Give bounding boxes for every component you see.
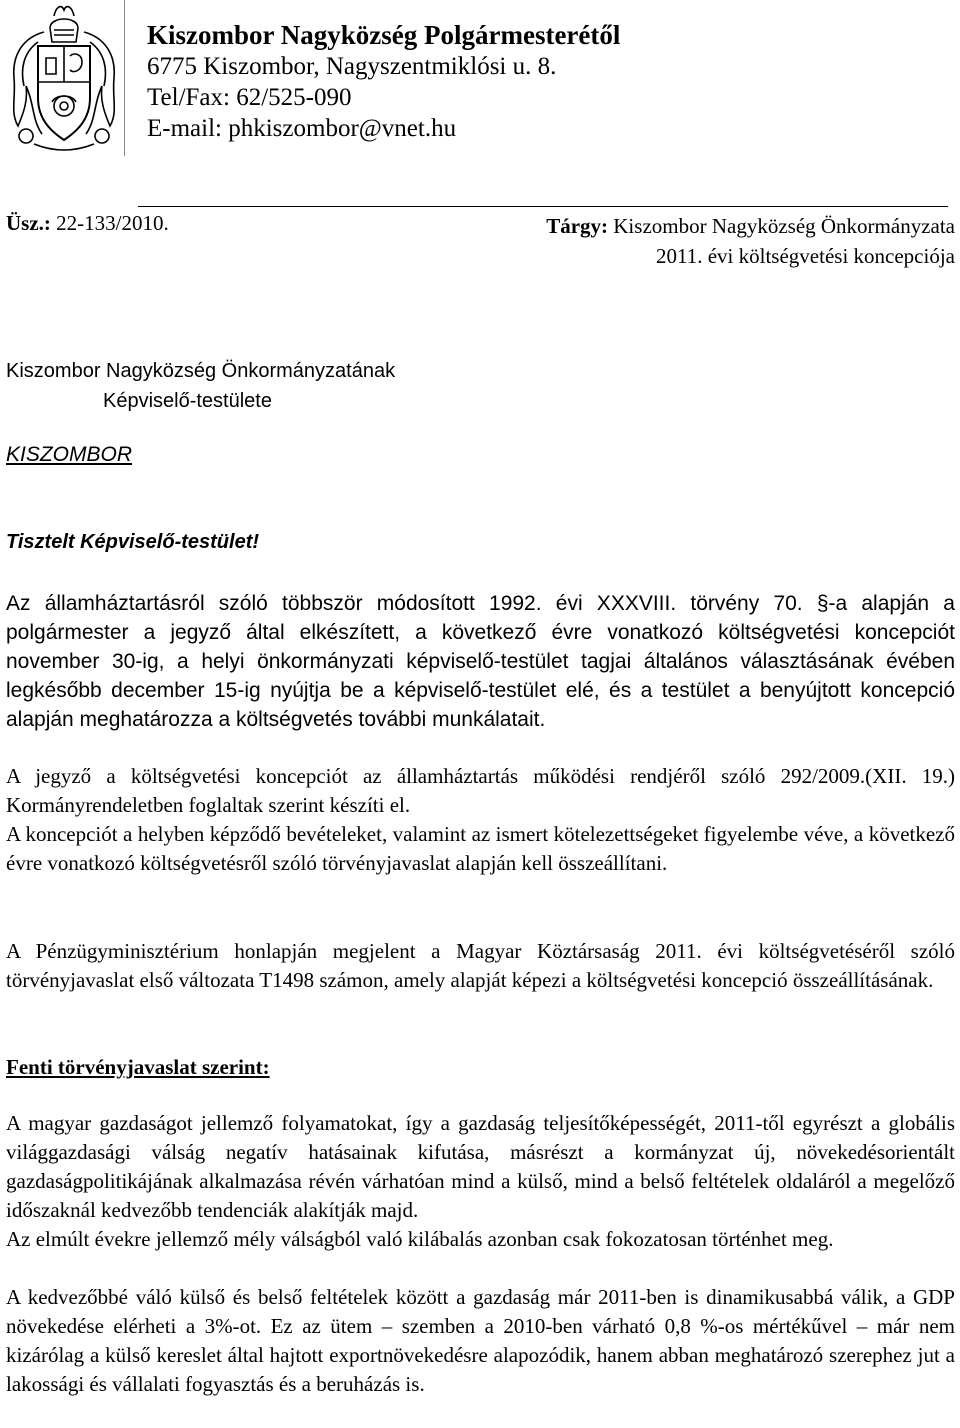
paragraph-3: A koncepciót a helyben képződő bevételeket, valamint az ismert kötelezettségeket figyelembe véve, a következő évre vonatkozó költségvetésről szóló törvényjavaslat alapján kell összeállítani. xyxy=(6,822,955,875)
reference-number xyxy=(6,211,169,236)
addressee-line2: Képviselő-testülete xyxy=(103,390,272,412)
letterhead-telfax: Tel/Fax: 62/525-090 xyxy=(147,84,352,111)
letterhead-title: Kiszombor Nagyközség Polgármesterétől xyxy=(147,20,621,50)
subject-line2: 2011. évi költségvetési koncepciója xyxy=(656,244,955,268)
paragraph-1: Az államháztartásról szóló többször módosított 1992. évi XXXVIII. törvény 70. §-a alapján a polgármester a jegyző által elkészített, a következő évre vonatkozó költségvetési koncepciót november 30-ig, a helyi önkormányzati képviselő-testület tagjai általános választásának évében legkésőbb december 15-ig nyújtja be a képviselő-testület elé, és a testület a benyújtott koncepció alapján meghatározza a költségvetés további munkálatait. xyxy=(6,592,955,731)
letterhead-address: 6775 Kiszombor, Nagyszentmiklósi u. 8. xyxy=(147,53,557,80)
section-paragraph-1: A magyar gazdaságot jellemző folyamatokat, így a gazdaság teljesítőképességét, 2011-től egyrészt a globális világgazdasági válság negatív hatásainak kifutása, másrészt a kormányzat új, növekedésorientált gazdaságpolitikájának alkalmazása révén várhatóan mind a külső, mind a belső feltételek oldaláról a megelőző időszaknál kedvezőbb tendenciák alakítják majd. xyxy=(6,1111,955,1222)
header-rule xyxy=(138,206,948,207)
paragraph-2: A jegyző a költségvetési koncepciót az államháztartás működési rendjéről szóló 292/2009.(XII. 19.) Kormányrendeletben foglaltak szerint készíti el. xyxy=(6,764,955,817)
letterhead-email: E-mail: phkiszombor@vnet.hu xyxy=(147,115,457,142)
coat-of-arms-logo xyxy=(4,2,124,154)
subject-label: Tárgy: xyxy=(546,214,609,238)
header-divider xyxy=(124,0,125,156)
section-paragraph-2: Az elmúlt évekre jellemző mély válságból való kilábalás azonban csak fokozatosan történhet meg. xyxy=(6,1227,834,1251)
addressee-line1: Kiszombor Nagyközség Önkormányzatának xyxy=(6,360,396,382)
paragraph-4: A Pénzügyminisztérium honlapján megjelent a Magyar Köztársaság 2011. évi költségvetéséről szóló törvényjavaslat első változata T1498 számon, amely alapját képezi a költségvetési koncepció összeállításának. xyxy=(6,939,955,992)
subject-line1: Kiszombor Nagyközség Önkormányzata xyxy=(613,214,955,238)
greeting: Tisztelt Képviselő-testület! xyxy=(6,531,260,553)
subject xyxy=(460,211,955,271)
reference-value: 22-133/2010. xyxy=(56,211,169,235)
addressee xyxy=(6,356,395,416)
reference-label: Üsz.: xyxy=(6,211,51,235)
addressee-city: KISZOMBOR xyxy=(6,443,133,466)
section-paragraph-3: A kedvezőbbé váló külső és belső feltételek között a gazdaság már 2011-ben is dinamikusabbá válik, a GDP növekedése elérheti a 3%-ot. Ez az ütem – szemben a 2010-ben várható 0,8 %-os mértékűvel – már nem kizárólag a külső kereslet által hajtott exportnövekedésre alapozódik, hanem abban meghatározó szerephez jut a lakossági és vállalati fogyasztás és a beruházás is. xyxy=(6,1285,955,1396)
letterhead xyxy=(147,20,620,144)
section-heading: Fenti törvényjavaslat szerint: xyxy=(6,1055,270,1079)
